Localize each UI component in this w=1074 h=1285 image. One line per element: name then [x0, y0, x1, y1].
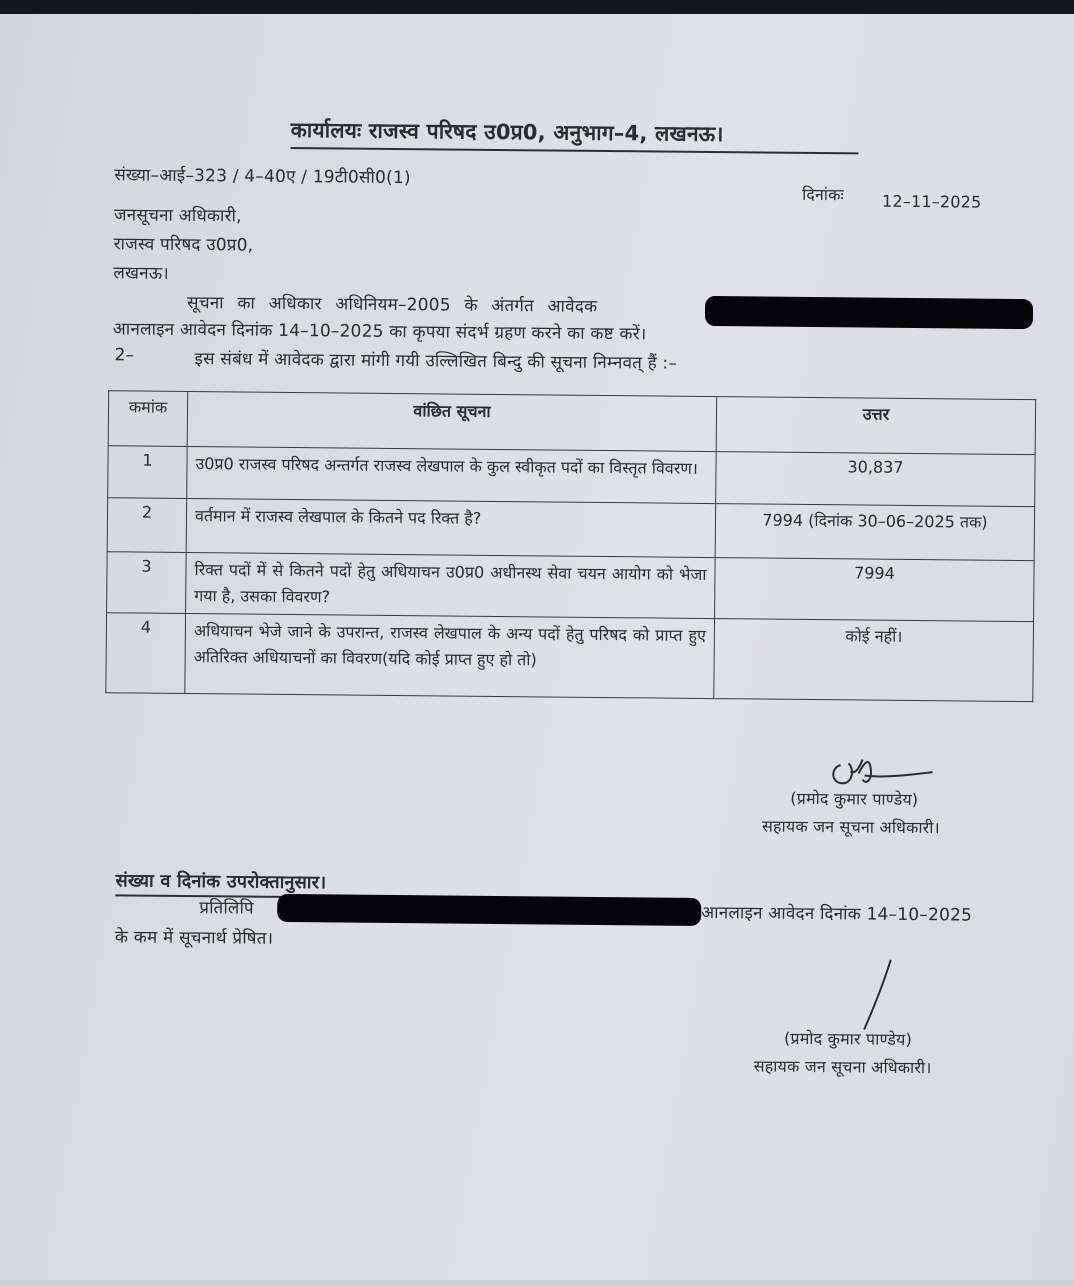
- para1-line-2: आनलाइन आवेदन दिनांक 14–10–2025 का कृपया संदर्भ ग्रहण करने का कष्ट करें।: [112, 319, 647, 345]
- row-answer: 7994 (दिनांक 30–06–2025 तक): [715, 504, 1035, 561]
- title-underline: [291, 147, 859, 154]
- copy-heading: संख्या व दिनांक उपरोक्तानुसार।: [115, 870, 327, 894]
- row-serial: 4: [106, 613, 186, 694]
- table-row: [106, 613, 1034, 702]
- table-row: [107, 552, 1035, 622]
- information-table: [105, 390, 1036, 702]
- table-row: [108, 446, 1035, 507]
- row-serial: 2: [107, 498, 187, 553]
- header-query: वांछित सूचना: [187, 392, 717, 452]
- signature-mark-2: [852, 955, 903, 1035]
- row-serial: 1: [108, 446, 187, 499]
- para2-text: इस संबंध में आवेदक द्वारा मांगी गयी उल्लिखित बिन्दु की सूचना निम्नवत् हैं :–: [194, 349, 678, 374]
- row-query: वर्तमान में राजस्व लेखपाल के कितने पद रिक्त है?: [186, 498, 715, 557]
- row-answer: 7994: [715, 558, 1035, 622]
- header-answer: उत्तर: [716, 397, 1036, 455]
- document-page: [0, 14, 1074, 1280]
- date-label: दिनांकः: [802, 184, 845, 205]
- copy-line-2: के कम में सूचनार्थ प्रेषित।: [114, 927, 274, 949]
- office-title: कार्यालयः राजस्व परिषद उ0प्र0, अनुभाग–4, लखनऊ।: [290, 117, 724, 147]
- para1-line-1: सूचना का अधिकार अधिनियम–2005 के अंतर्गत आवेदक: [186, 292, 598, 317]
- signatory-1-designation: सहायक जन सूचना अधिकारी।: [761, 816, 940, 838]
- redaction-bar-1: [705, 296, 1033, 329]
- table-row: [107, 498, 1034, 561]
- signatory-2-name: (प्रमोद कुमार पाण्डेय): [783, 1028, 913, 1049]
- row-answer: कोई नहीं।: [714, 619, 1034, 702]
- copy-line-1-prefix: प्रतिलिपि: [199, 898, 254, 919]
- date-value: 12–11–2025: [881, 191, 982, 212]
- addressee-line-1: जनसूचना अधिकारी,: [113, 205, 242, 227]
- row-answer: 30,837: [716, 452, 1035, 507]
- para2-number: 2–: [114, 345, 135, 366]
- table-header-row: [108, 391, 1035, 455]
- signatory-1-name: (प्रमोद कुमार पाण्डेय): [790, 788, 919, 810]
- row-query: उ0प्र0 राजस्व परिषद अन्तर्गत राजस्व लेखपाल के कुल स्वीकृत पदों का विस्तृत विवरण।: [187, 446, 716, 503]
- row-serial: 3: [107, 552, 187, 614]
- addressee-line-2: राजस्व परिषद उ0प्र0,: [113, 234, 254, 256]
- signatory-2-designation: सहायक जन सूचना अधिकारी।: [753, 1056, 932, 1078]
- redaction-bar-2: [277, 894, 701, 926]
- header-serial: कमांक: [108, 391, 188, 447]
- row-query: रिक्त पदों में से कितने पदों हेतु अधियाचन उ0प्र0 अधीनस्थ सेवा चयन आयोग को भेजा गया है, उसका विवरण?: [186, 552, 716, 618]
- row-query: अधियाचन भेजे जाने के उपरान्त, राजस्व लेखपाल के अन्य पदों हेतु परिषद को प्राप्त हुए अतिरिक्त अधियाचनों का विवरण(यदि कोई प्राप्त हुए हो तो): [185, 613, 715, 698]
- copy-line-1-suffix: आनलाइन आवेदन दिनांक 14–10–2025: [701, 902, 973, 926]
- addressee-line-3: लखनऊ।: [113, 263, 170, 284]
- reference-number: संख्या–आई–323 / 4–40ए / 19टी0सी0(1): [114, 165, 411, 189]
